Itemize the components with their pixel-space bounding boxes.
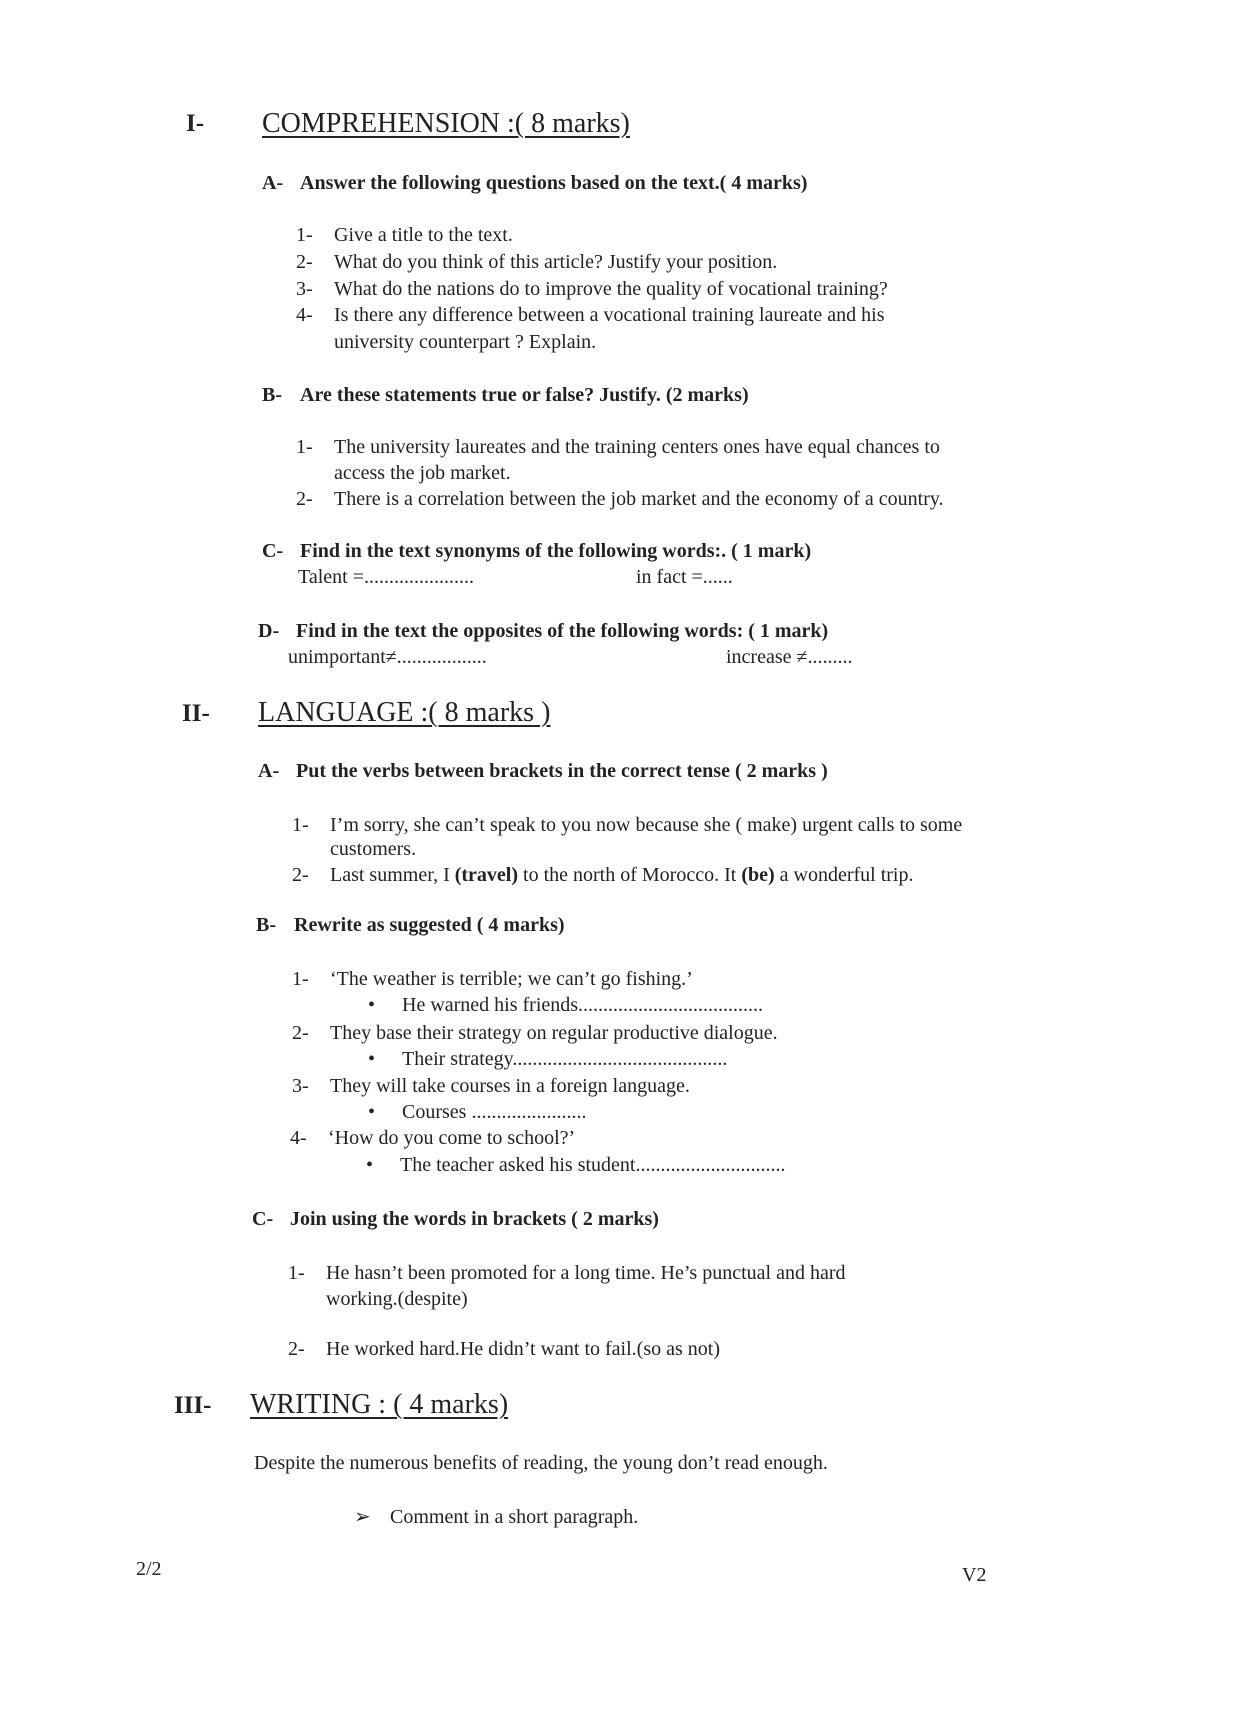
part-letter: C-: [262, 540, 284, 562]
synonym-word-1: Talent =......................: [298, 566, 474, 588]
list-item: [296, 488, 944, 511]
comprehension-part-d-heading: [258, 620, 828, 643]
part-letter: A-: [262, 172, 284, 194]
writing-prompt: Despite the numerous benefits of reading, the young don’t read enough.: [254, 1452, 828, 1474]
part-letter: A-: [258, 760, 280, 782]
item-number: 2-: [292, 864, 309, 886]
bullet-item: [366, 1154, 785, 1177]
rewrite-prompt: Their strategy...........................................: [402, 1048, 728, 1070]
item-text: He worked hard.He didn’t want to fail.(so as not): [326, 1338, 720, 1360]
list-item: [292, 1022, 778, 1045]
part-instruction: Answer the following questions based on the text.( 4 marks): [300, 172, 808, 194]
bullet-icon: •: [368, 1048, 376, 1070]
part-instruction: Put the verbs between brackets in the correct tense ( 2 marks ): [296, 760, 828, 782]
list-item: [296, 304, 885, 327]
opposite-word-1: unimportant≠..................: [288, 646, 487, 668]
section-number-writing: III-: [174, 1392, 212, 1419]
writing-task: [354, 1504, 638, 1529]
item-text: What do the nations do to improve the quality of vocational training?: [334, 278, 888, 300]
comprehension-part-b-heading: [262, 384, 749, 407]
list-item: [296, 278, 888, 301]
rewrite-prompt: He warned his friends.....................................: [402, 994, 764, 1016]
part-letter: C-: [252, 1208, 274, 1230]
list-item: [296, 224, 513, 247]
section-number-language: II-: [182, 700, 210, 727]
item-number: 4-: [290, 1127, 307, 1149]
item-number: 4-: [296, 304, 313, 326]
list-item-continuation: access the job market.: [334, 462, 511, 484]
bullet-icon: •: [368, 1101, 376, 1123]
item-text: What do you think of this article? Justify your position.: [334, 251, 778, 273]
part-instruction: Find in the text synonyms of the following words:. ( 1 mark): [300, 540, 812, 562]
item-number: 2-: [288, 1338, 305, 1360]
item-number: 1-: [296, 224, 313, 246]
bullet-icon: •: [366, 1154, 374, 1176]
item-number: 1-: [296, 436, 313, 458]
part-letter: B-: [262, 384, 282, 406]
section-title-writing: WRITING : ( 4 marks): [250, 1389, 509, 1420]
item-text: The university laureates and the training centers ones have equal chances to: [334, 436, 940, 458]
opposite-word-2: increase ≠.........: [726, 646, 853, 668]
item-text: They will take courses in a foreign language.: [330, 1075, 690, 1097]
item-text: I’m sorry, she can’t speak to you now because she ( make) urgent calls to some: [330, 814, 963, 836]
rewrite-prompt: The teacher asked his student..............................: [400, 1154, 786, 1176]
language-part-a-heading: [258, 760, 828, 783]
item-text: a wonderful trip.: [774, 864, 914, 886]
item-text: They base their strategy on regular productive dialogue.: [330, 1022, 778, 1044]
item-number: 2-: [292, 1022, 309, 1044]
bullet-icon: •: [368, 994, 376, 1016]
writing-task-text: Comment in a short paragraph.: [390, 1506, 639, 1528]
item-text: to the north of Morocco. It: [518, 864, 742, 886]
page-number: 2/2: [136, 1558, 162, 1580]
bullet-item: [368, 1101, 586, 1124]
item-number: 2-: [296, 488, 313, 510]
list-item: [296, 436, 940, 459]
list-item-continuation: university counterpart ? Explain.: [334, 331, 597, 353]
version-label: V2: [962, 1564, 987, 1586]
item-text: He hasn’t been promoted for a long time. He’s punctual and hard: [326, 1262, 846, 1284]
list-item: [292, 814, 962, 837]
part-instruction: Rewrite as suggested ( 4 marks): [294, 914, 565, 936]
part-letter: D-: [258, 620, 280, 642]
section-title-comprehension: COMPREHENSION :( 8 marks): [262, 108, 630, 139]
part-instruction: Join using the words in brackets ( 2 marks): [290, 1208, 659, 1230]
item-text: Give a title to the text.: [334, 224, 513, 246]
verb-in-brackets: (travel): [454, 864, 519, 886]
item-number: 3-: [296, 278, 313, 300]
language-part-c-heading: [252, 1208, 659, 1231]
list-item-continuation: working.(despite): [326, 1288, 468, 1310]
item-text: ‘How do you come to school?’: [328, 1127, 576, 1149]
language-part-b-heading: [256, 914, 565, 937]
part-letter: B-: [256, 914, 276, 936]
part-instruction: Are these statements true or false? Justify. (2 marks): [300, 384, 749, 406]
list-item-continuation: customers.: [330, 838, 417, 860]
bullet-item: [368, 1048, 727, 1071]
arrow-bullet-icon: ➢: [354, 1506, 371, 1528]
item-number: 1-: [288, 1262, 305, 1284]
list-item: [288, 1338, 720, 1361]
item-text: Is there any difference between a vocational training laureate and his: [334, 304, 885, 326]
list-item: [292, 1075, 690, 1098]
item-text: There is a correlation between the job market and the economy of a country.: [334, 488, 944, 510]
list-item: [290, 1127, 575, 1150]
verb-in-brackets: (be): [741, 864, 775, 886]
part-instruction: Find in the text the opposites of the following words: ( 1 mark): [296, 620, 829, 642]
list-item: [292, 968, 693, 991]
item-text: Last summer, I: [330, 864, 455, 886]
synonym-word-2: in fact =......: [636, 566, 733, 588]
list-item: [296, 251, 777, 274]
bullet-item: [368, 994, 763, 1017]
section-number-comprehension: I-: [186, 110, 205, 137]
item-text: ‘The weather is terrible; we can’t go fishing.’: [330, 968, 693, 990]
item-number: 1-: [292, 814, 309, 836]
item-number: 1-: [292, 968, 309, 990]
item-number: 2-: [296, 251, 313, 273]
comprehension-part-a-heading: [262, 172, 807, 195]
list-item: [288, 1262, 845, 1285]
item-number: 3-: [292, 1075, 309, 1097]
rewrite-prompt: Courses .......................: [402, 1101, 587, 1123]
comprehension-part-c-heading: [262, 540, 811, 563]
section-title-language: LANGUAGE :( 8 marks ): [258, 697, 551, 728]
list-item: [292, 864, 914, 887]
